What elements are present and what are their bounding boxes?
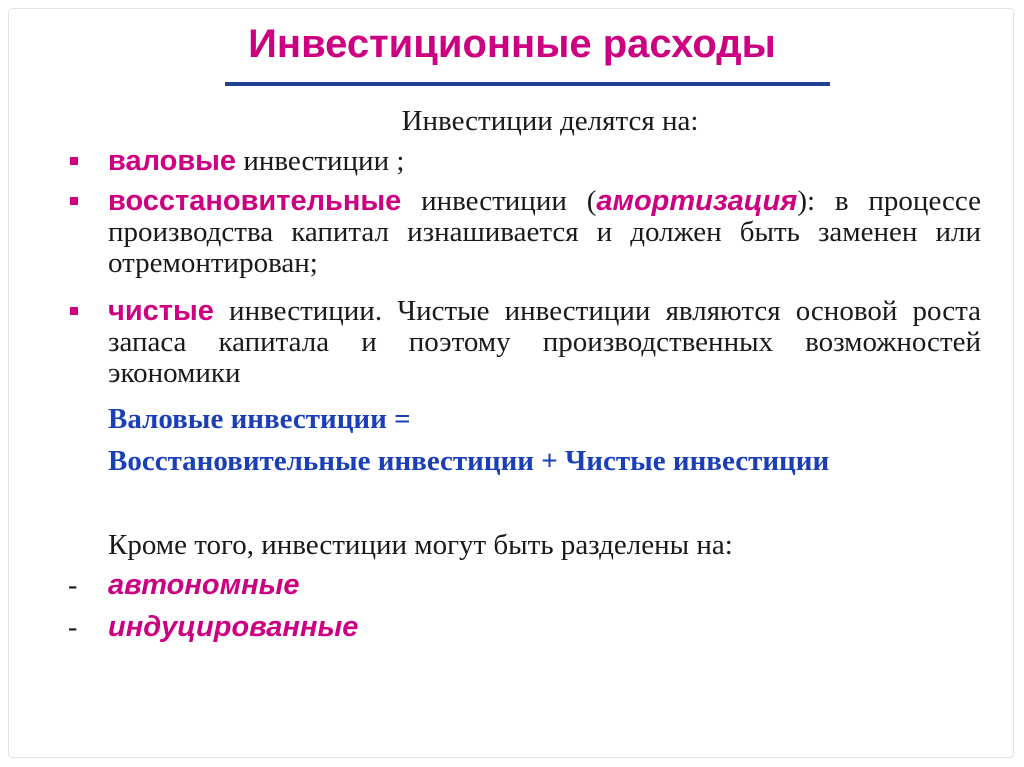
bullet-marker-1 <box>70 157 78 165</box>
bullet-text-gross: инвестиции ; <box>236 145 405 177</box>
bullet-marker-2 <box>70 197 78 205</box>
bullet-item-replacement <box>108 186 981 279</box>
dash-marker-2: - <box>68 612 78 643</box>
bullet-text-replacement-a: инвестиции ( <box>401 185 597 217</box>
dash-item-induced: индуцированные <box>108 611 359 643</box>
formula-line-2: Восстановительные инвестиции + Чистые инвестиции <box>108 445 830 477</box>
intro-text: Инвестиции делятся на: <box>401 105 699 137</box>
bullet-marker-3 <box>70 307 78 315</box>
bullet-item-gross <box>108 146 981 177</box>
keyword-replacement: восстановительные <box>108 185 402 217</box>
bullet-item-net <box>108 296 981 389</box>
keyword-gross: валовые <box>108 145 237 177</box>
keyword-net: чистые <box>108 295 214 327</box>
bullet-text-net: инвестиции. Чистые инвестиции являются основой роста запаса капитала и поэтому производственных возможностей экономики <box>108 295 981 389</box>
dash-marker-1: - <box>68 570 78 601</box>
formula-line-1: Валовые инвестиции = <box>108 403 411 435</box>
slide-title: Инвестиционные расходы <box>248 22 776 66</box>
secondary-intro-text: Кроме того, инвестиции могут быть разделены на: <box>108 529 733 561</box>
title-underline <box>225 82 830 86</box>
keyword-depreciation: амортизация <box>596 185 798 217</box>
dash-item-autonomous: автономные <box>108 569 300 601</box>
bullet-text-replacement-b: ): в процессе производства капитал изнашивается и должен быть заменен или отремонтирован; <box>108 185 982 279</box>
